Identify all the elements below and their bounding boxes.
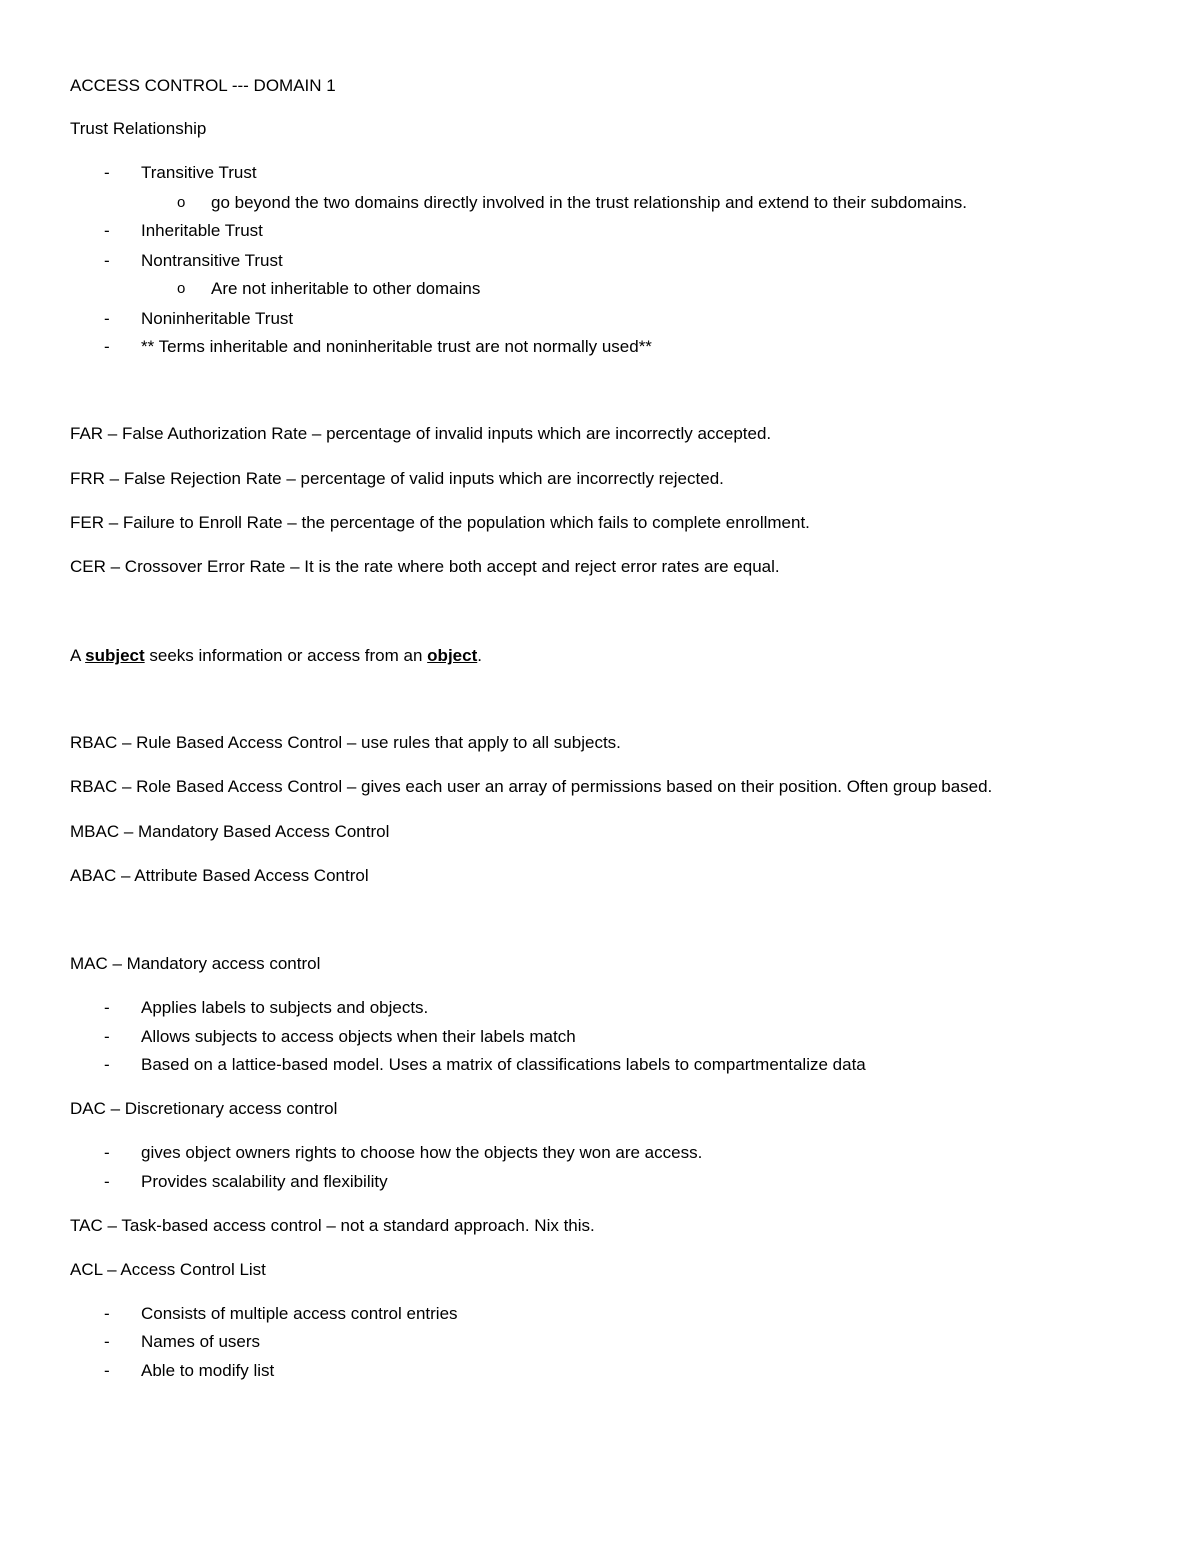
object-term: object	[427, 646, 478, 665]
trust-subitem-nontransitive: Are not inheritable to other domains	[211, 279, 481, 298]
trust-item-nontransitive: Nontransitive Trust	[141, 251, 283, 270]
bullet-dash: -	[104, 1172, 110, 1191]
subject-object-sentence	[70, 645, 482, 667]
bullet-dash: -	[104, 1332, 110, 1351]
mac-heading: MAC – Mandatory access control	[70, 954, 321, 973]
model-abac: ABAC – Attribute Based Access Control	[70, 866, 369, 885]
trust-item-note: ** Terms inheritable and noninheritable trust are not normally used**	[141, 337, 652, 356]
trust-subitem-transitive: go beyond the two domains directly involved in the trust relationship and extend to their subdomains.	[211, 193, 968, 212]
acl-item: Names of users	[141, 1332, 261, 1351]
model-mbac: MBAC – Mandatory Based Access Control	[70, 822, 390, 841]
trust-item-transitive: Transitive Trust	[141, 163, 257, 182]
acl-heading: ACL – Access Control List	[70, 1260, 266, 1279]
trust-item-inheritable: Inheritable Trust	[141, 221, 263, 240]
bullet-dash: -	[104, 1027, 110, 1046]
acl-item: Able to modify list	[141, 1361, 275, 1380]
page-title: ACCESS CONTROL --- DOMAIN 1	[70, 76, 336, 95]
bullet-circle: o	[177, 194, 186, 211]
tac-line: TAC – Task-based access control – not a standard approach. Nix this.	[70, 1216, 595, 1235]
bullet-dash: -	[104, 309, 110, 328]
dac-item: gives object owners rights to choose how the objects they won are access.	[141, 1143, 703, 1162]
bullet-dash: -	[104, 998, 110, 1017]
mac-item: Applies labels to subjects and objects.	[141, 998, 429, 1017]
rate-far: FAR – False Authorization Rate – percentage of invalid inputs which are incorrectly accepted.	[70, 424, 772, 443]
mac-item: Allows subjects to access objects when their labels match	[141, 1027, 576, 1046]
model-rule-rbac: RBAC – Rule Based Access Control – use rules that apply to all subjects.	[70, 733, 621, 752]
bullet-dash: -	[104, 221, 110, 240]
subject-text-2: seeks information or access from an	[144, 646, 428, 665]
trust-item-noninheritable: Noninheritable Trust	[141, 309, 294, 328]
rate-cer: CER – Crossover Error Rate – It is the rate where both accept and reject error rates are equal.	[70, 557, 780, 576]
bullet-circle: o	[177, 280, 186, 297]
subject-text-3: .	[477, 646, 482, 665]
subject-text-1: A	[70, 646, 86, 665]
dac-heading: DAC – Discretionary access control	[70, 1099, 338, 1118]
bullet-dash: -	[104, 1304, 110, 1323]
subject-term: subject	[85, 646, 145, 665]
bullet-dash: -	[104, 1361, 110, 1380]
acl-item: Consists of multiple access control entries	[141, 1304, 458, 1323]
mac-item: Based on a lattice-based model. Uses a matrix of classifications labels to compartmentalize data	[141, 1055, 866, 1074]
bullet-dash: -	[104, 251, 110, 270]
bullet-dash: -	[104, 1143, 110, 1162]
rate-fer: FER – Failure to Enroll Rate – the percentage of the population which fails to complete enrollment.	[70, 513, 810, 532]
model-role-rbac: RBAC – Role Based Access Control – gives each user an array of permissions based on their position. Often group based.	[70, 777, 993, 796]
bullet-dash: -	[104, 337, 110, 356]
bullet-dash: -	[104, 163, 110, 182]
dac-item: Provides scalability and flexibility	[141, 1172, 388, 1191]
trust-heading: Trust Relationship	[70, 119, 207, 138]
bullet-dash: -	[104, 1055, 110, 1074]
rate-frr: FRR – False Rejection Rate – percentage of valid inputs which are incorrectly rejected.	[70, 469, 724, 488]
